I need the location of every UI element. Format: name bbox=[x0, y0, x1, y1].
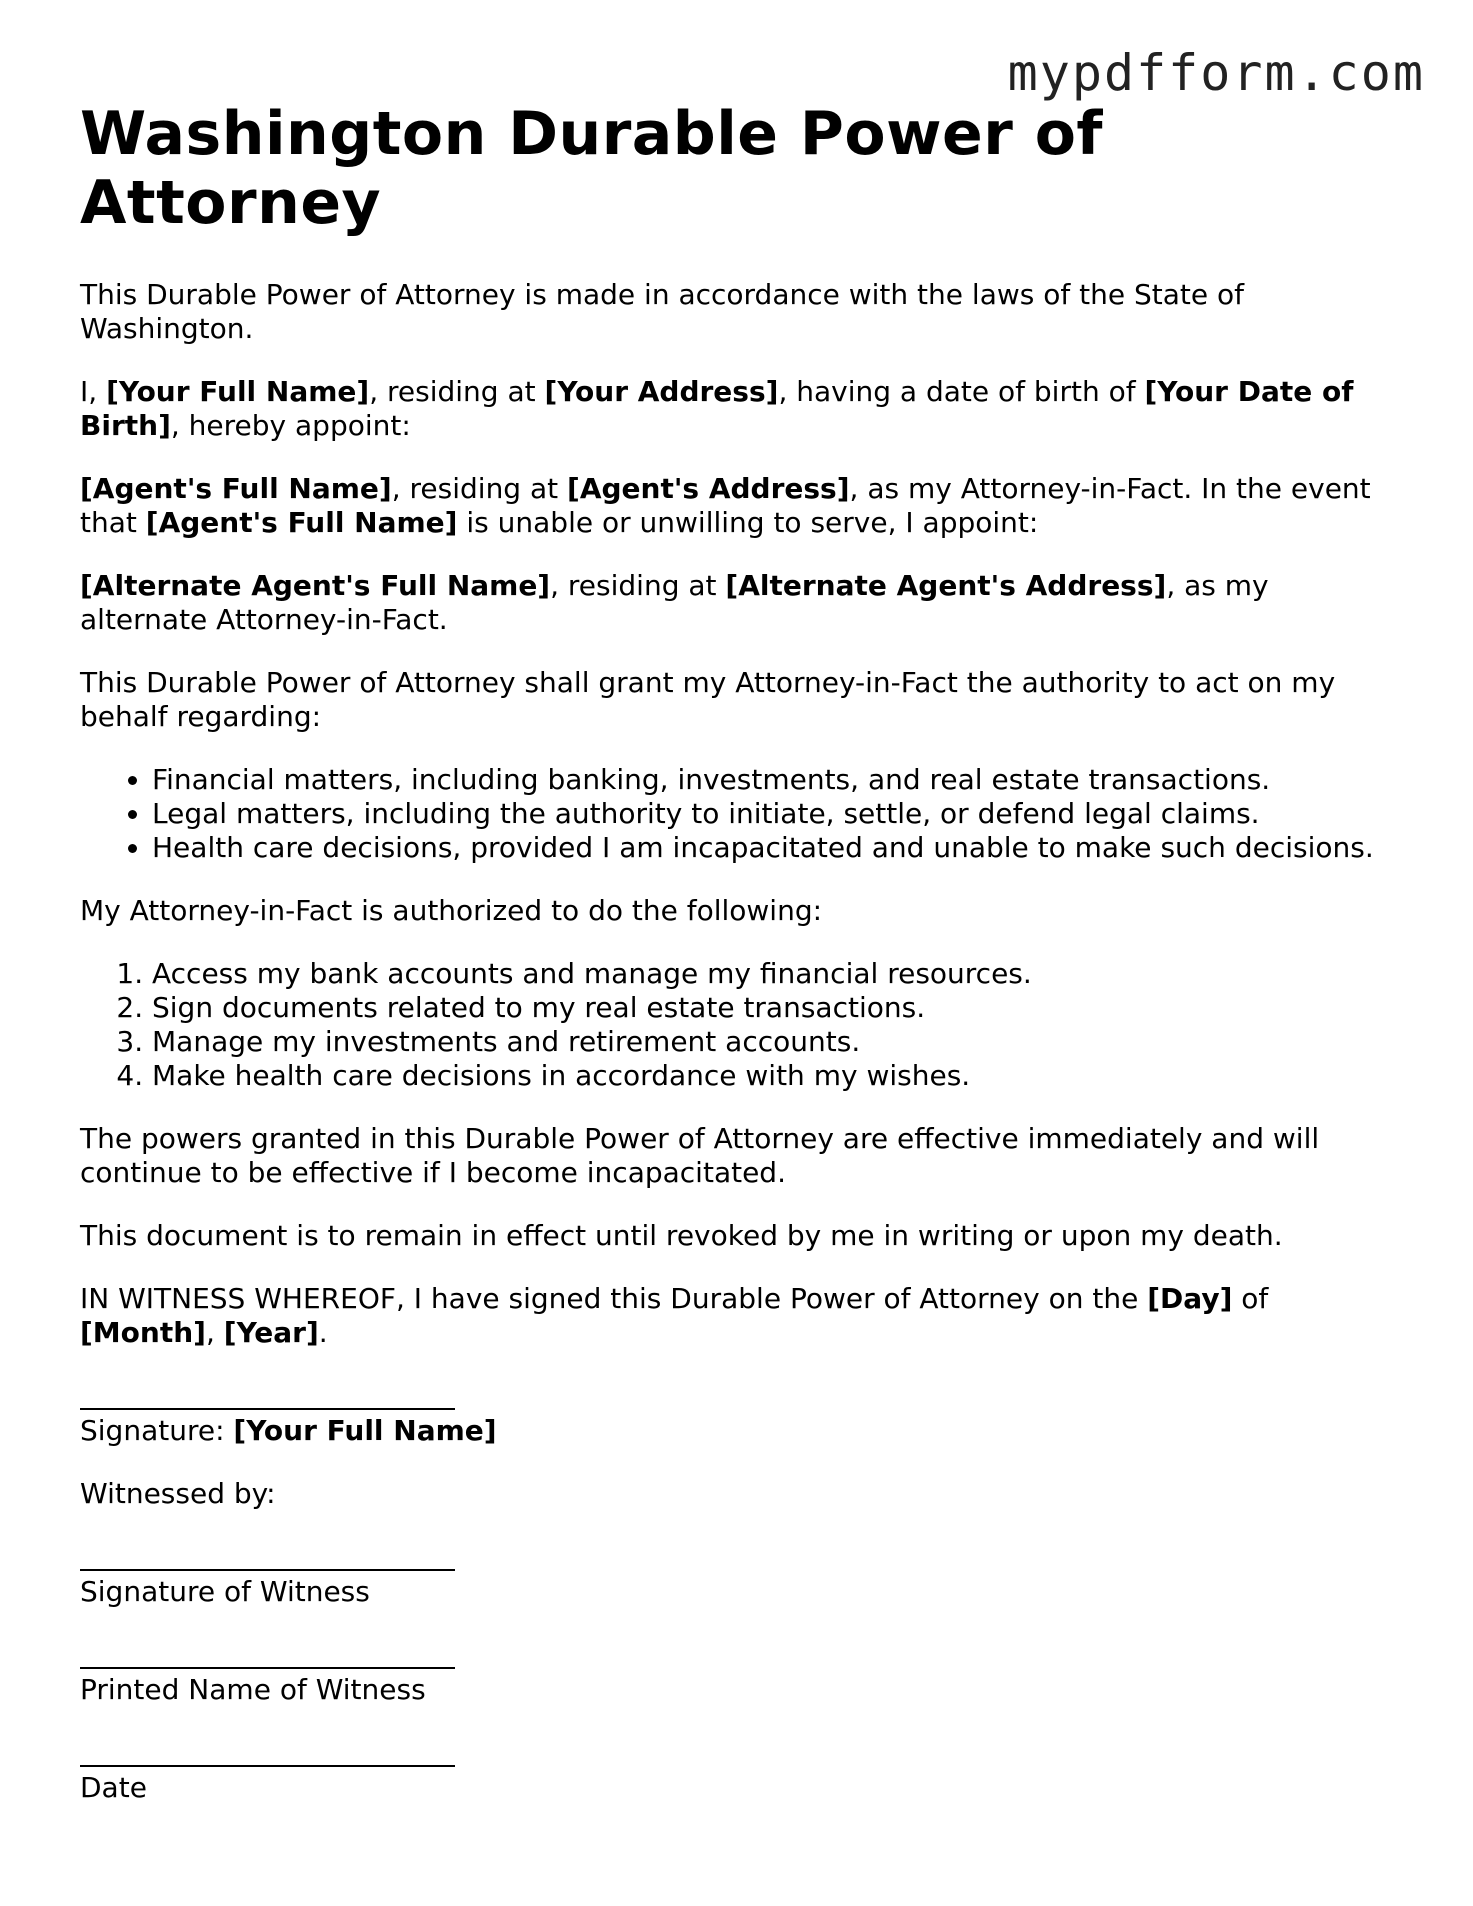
witnessed-by-label: Witnessed by: bbox=[80, 1477, 276, 1510]
signature-block bbox=[80, 1408, 1390, 1805]
agent-address-placeholder: [Agent's Address] bbox=[567, 472, 850, 505]
effective-paragraph: The powers granted in this Durable Power of Attorney are effective immediately and will continue to be effective if I become incapacitated. bbox=[80, 1122, 1320, 1189]
alternate-agent-name-placeholder: [Alternate Agent's Full Name] bbox=[80, 569, 551, 602]
document-page bbox=[80, 100, 1390, 1834]
alternate-agent-paragraph: [Alternate Agent's Full Name], residing at [Alternate Agent's Address], as my alternate Attorney-in-Fact. bbox=[80, 569, 1269, 636]
witness-signature-label: Signature of Witness bbox=[80, 1575, 370, 1608]
witness-signature-block bbox=[80, 1569, 1390, 1609]
document-title: Washington Durable Power of Attorney bbox=[80, 99, 1104, 238]
principal-dob-placeholder: [Your Date of Birth] bbox=[80, 375, 1354, 442]
authority-intro: This Durable Power of Attorney shall grant my Attorney-in-Fact the authority to act on my behalf regarding: bbox=[80, 666, 1336, 733]
signature-label: Signature: [Your Full Name] bbox=[80, 1414, 497, 1447]
date-block bbox=[80, 1765, 1390, 1805]
agent-name-placeholder-2: [Agent's Full Name] bbox=[145, 506, 458, 539]
authorized-intro: My Attorney-in-Fact is authorized to do the following: bbox=[80, 894, 823, 927]
list-item: 1. Access my bank accounts and manage my financial resources. bbox=[152, 957, 1390, 991]
site-watermark: mypdfform.com bbox=[1007, 44, 1425, 102]
authority-list bbox=[80, 763, 1390, 865]
agent-name-placeholder: [Agent's Full Name] bbox=[80, 472, 392, 505]
principal-paragraph: I, [Your Full Name], residing at [Your Address], having a date of birth of [Your Date of Birth], hereby appoint: bbox=[80, 375, 1354, 442]
signature-line[interactable] bbox=[80, 1408, 455, 1410]
year-placeholder: [Year] bbox=[223, 1316, 319, 1349]
agent-paragraph: [Agent's Full Name], residing at [Agent's Address], as my Attorney-in-Fact. In the event that [Agent's Full Name] is unable or unwilling to serve, I appoint: bbox=[80, 472, 1371, 539]
intro-paragraph: This Durable Power of Attorney is made in accordance with the laws of the State of Washington. bbox=[80, 278, 1244, 345]
witness-printed-name-line[interactable] bbox=[80, 1667, 455, 1669]
list-item: • Health care decisions, provided I am incapacitated and unable to make such decisions. bbox=[152, 831, 1390, 865]
day-placeholder: [Day] bbox=[1147, 1282, 1233, 1315]
authorized-list bbox=[80, 957, 1390, 1093]
list-item: • Legal matters, including the authority to initiate, settle, or defend legal claims. bbox=[152, 797, 1390, 831]
list-item: 2. Sign documents related to my real estate transactions. bbox=[152, 991, 1390, 1025]
list-item: 3. Manage my investments and retirement accounts. bbox=[152, 1025, 1390, 1059]
list-item: 4. Make health care decisions in accordance with my wishes. bbox=[152, 1059, 1390, 1093]
list-item: • Financial matters, including banking, investments, and real estate transactions. bbox=[152, 763, 1390, 797]
witness-clause: IN WITNESS WHEREOF, I have signed this Durable Power of Attorney on the [Day] of [Month], [Year]. bbox=[80, 1282, 1269, 1349]
witness-printed-name-label: Printed Name of Witness bbox=[80, 1673, 426, 1706]
witness-printed-name-block bbox=[80, 1667, 1390, 1707]
signature-name-placeholder: [Your Full Name] bbox=[233, 1414, 497, 1447]
witness-signature-line[interactable] bbox=[80, 1569, 455, 1571]
month-placeholder: [Month] bbox=[80, 1316, 206, 1349]
principal-name-placeholder: [Your Full Name] bbox=[106, 375, 370, 408]
date-label: Date bbox=[80, 1771, 147, 1804]
date-line[interactable] bbox=[80, 1765, 455, 1767]
alternate-agent-address-placeholder: [Alternate Agent's Address] bbox=[725, 569, 1167, 602]
principal-address-placeholder: [Your Address] bbox=[544, 375, 779, 408]
duration-paragraph: This document is to remain in effect until revoked by me in writing or upon my death. bbox=[80, 1219, 1283, 1252]
